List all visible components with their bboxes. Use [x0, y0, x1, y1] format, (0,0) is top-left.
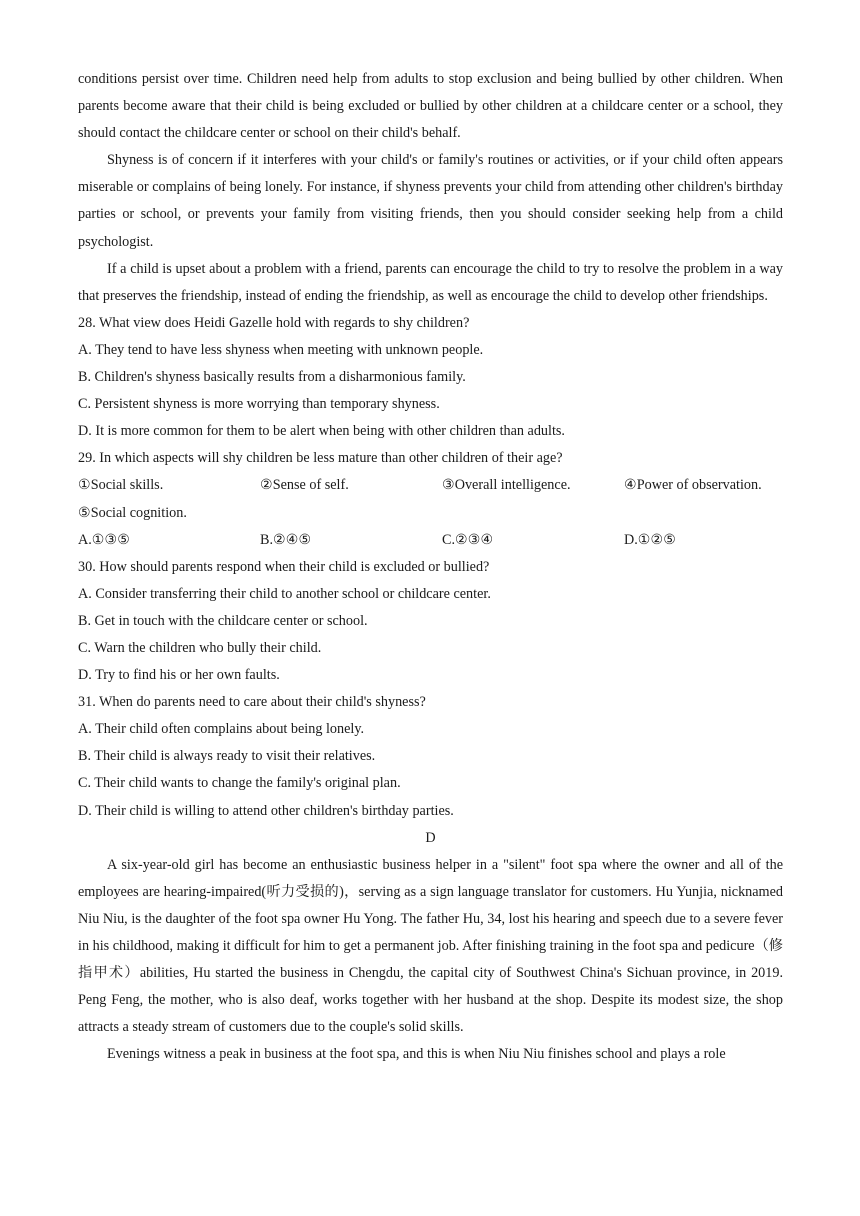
question-stem: 31. When do parents need to care about their child's shyness? — [78, 694, 426, 711]
item-3: ③Overall intelligence. — [442, 477, 571, 494]
question-stem: 29. In which aspects will shy children be less mature than other children of their age? — [78, 450, 563, 467]
option-c: C.②③④ — [442, 531, 494, 548]
item-1: ①Social skills. — [78, 477, 164, 494]
option-a: A. Consider transferring their child to another school or childcare center. — [78, 585, 491, 602]
option-row — [78, 527, 783, 554]
option-d: D.①②⑤ — [624, 531, 676, 548]
question-30 — [78, 554, 783, 689]
item-5: ⑤Social cognition. — [78, 504, 187, 521]
option-c: C. Persistent shyness is more worrying than temporary shyness. — [78, 396, 440, 413]
question-stem: 28. What view does Heidi Gazelle hold with regards to shy children? — [78, 314, 470, 331]
option-d: D. Their child is willing to attend other children's birthday parties. — [78, 802, 454, 819]
option-b: B. Get in touch with the childcare center or school. — [78, 612, 368, 629]
option-c: C. Warn the children who bully their child. — [78, 639, 322, 656]
question-28 — [78, 310, 783, 445]
option-b: B.②④⑤ — [260, 531, 312, 548]
option-a: A. Their child often complains about being lonely. — [78, 721, 365, 738]
question-31 — [78, 689, 783, 824]
option-a: A.①③⑤ — [78, 531, 130, 548]
item-list — [78, 472, 783, 499]
option-c: C. Their child wants to change the family's original plan. — [78, 775, 401, 792]
item-4: ④Power of observation. — [624, 477, 762, 494]
passage-d-paragraph-2: Evenings witness a peak in business at the foot spa, and this is when Niu Niu finishes school and plays a role — [107, 1046, 726, 1063]
option-b: B. Their child is always ready to visit their relatives. — [78, 748, 376, 765]
item-2: ②Sense of self. — [260, 477, 349, 494]
passage-c-paragraph-friend: If a child is upset about a problem with a friend, parents can encourage the child to try to resolve the problem in a way that preserves the friendship, instead of ending the friendship, as well as encourage the child to develop other friendships. — [78, 260, 783, 304]
passage-c-paragraph-shyness: Shyness is of concern if it interferes with your child's or family's routines or activities, or if your child often appears miserable or complains of being lonely. For instance, if shyness prevents your child from attending other children's birthday parties or school, or prevents your family from visiting friends, then you should consider seeking help from a child psychologist. — [78, 152, 783, 250]
section-heading-d: D — [425, 829, 436, 846]
question-stem: 30. How should parents respond when their child is excluded or bullied? — [78, 558, 490, 575]
question-29 — [78, 445, 783, 553]
option-d: D. It is more common for them to be alert when being with other children than adults. — [78, 423, 565, 440]
passage-d-paragraph-1: A six-year-old girl has become an enthusiastic business helper in a "silent" foot spa where the owner and all of the employees are hearing-impaired(听力受损的)，serving as a sign language translator for customers. Hu Yunjia, nicknamed Niu Niu, is the daughter of the foot spa owner Hu Yong. The father Hu, 34, lost his hearing and speech due to a severe fever in his childhood, making it difficult for him to get a permanent job. After finishing training in the foot spa and pedicure（修指甲术）abilities, Hu started the business in Chengdu, the capital city of Southwest China's Sichuan province, in 2019. Peng Feng, the mother, who is also deaf, works together with her husband at the shop. Despite its modest size, the shop attracts a steady stream of customers due to the couple's solid skills. — [78, 856, 783, 1036]
passage-c-paragraph-end: conditions persist over time. Children need help from adults to stop exclusion and being bullied by other children. When parents become aware that their child is being excluded or bullied by other children at a childcare center or a school, they should contact the childcare center or school on their child's behalf. — [78, 71, 783, 142]
exam-page — [78, 66, 783, 1068]
option-a: A. They tend to have less shyness when meeting with unknown people. — [78, 341, 484, 358]
option-b: B. Children's shyness basically results from a disharmonious family. — [78, 369, 466, 386]
option-d: D. Try to find his or her own faults. — [78, 667, 280, 684]
